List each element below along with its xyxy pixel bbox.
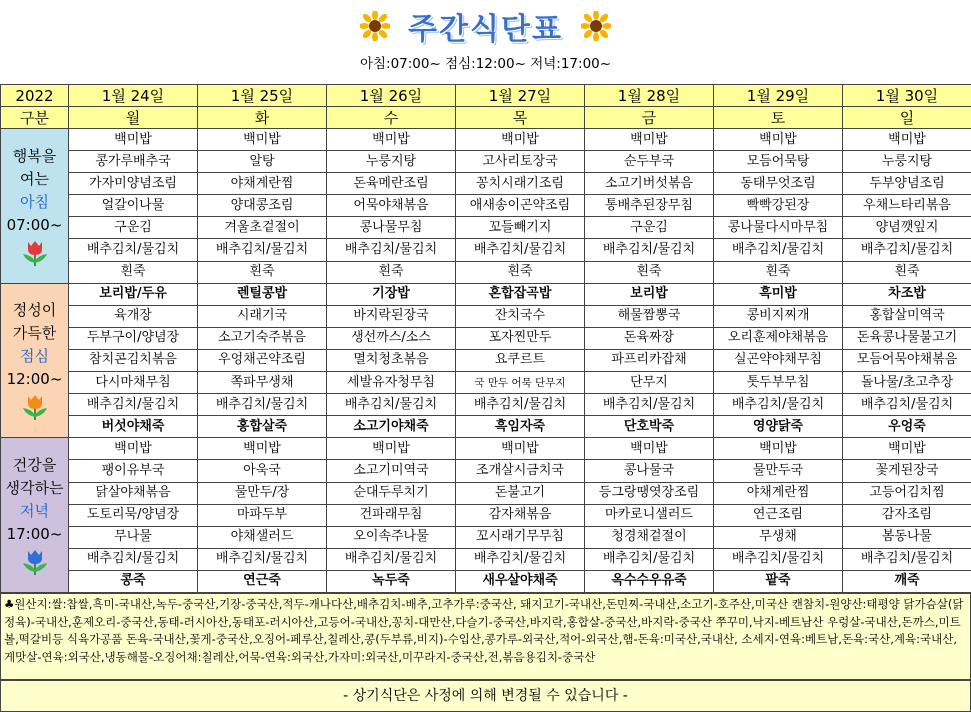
menu-cell: 아욱국 <box>198 460 327 482</box>
menu-cell: 꼬들빼기지 <box>456 217 585 239</box>
footer-note: - 상기식단은 사정에 의해 변경될 수 있습니다 - <box>0 680 971 712</box>
menu-cell: 새우살야채죽 <box>456 570 585 592</box>
menu-row <box>1 349 971 371</box>
menu-cell: 팥죽 <box>714 570 843 592</box>
menu-cell: 흰죽 <box>198 261 327 283</box>
menu-cell: 잔치국수 <box>456 305 585 327</box>
menu-cell: 배추김치/물김치 <box>327 394 456 416</box>
menu-cell: 깨죽 <box>843 570 971 592</box>
menu-cell: 양념깻잎지 <box>843 217 971 239</box>
menu-cell: 얼갈이나물 <box>69 195 198 217</box>
menu-row <box>1 305 971 327</box>
menu-cell: 보리밥/두유 <box>69 283 198 305</box>
menu-cell: 연근조림 <box>714 504 843 526</box>
menu-cell: 배추김치/물김치 <box>456 548 585 570</box>
menu-cell: 마파두부 <box>198 504 327 526</box>
meal-name: 아침 <box>20 192 49 211</box>
menu-cell: 알탕 <box>198 151 327 173</box>
menu-cell: 연근죽 <box>198 570 327 592</box>
menu-cell: 다시마채무침 <box>69 372 198 394</box>
menu-cell: 백미밥 <box>456 438 585 460</box>
menu-cell: 모듬어묵탕 <box>714 151 843 173</box>
day-cell: 화 <box>198 107 327 129</box>
menu-cell: 순두부국 <box>585 151 714 173</box>
meal-times: 아침:07:00~ 점심:12:00~ 저녁:17:00~ <box>359 56 612 72</box>
menu-cell: 통배추된장무침 <box>585 195 714 217</box>
menu-cell: 등그랑땡엿장조림 <box>585 482 714 504</box>
menu-cell: 배추김치/물김치 <box>714 394 843 416</box>
date-cell: 1월 28일 <box>585 85 714 107</box>
menu-cell: 마카로니샐러드 <box>585 504 714 526</box>
menu-cell: 돌나물/초고추장 <box>843 372 971 394</box>
menu-cell: 쪽파무생채 <box>198 372 327 394</box>
menu-cell: 돈육짜장 <box>585 327 714 349</box>
menu-cell: 흰죽 <box>585 261 714 283</box>
menu-row <box>1 151 971 173</box>
menu-cell: 포자찐만두 <box>456 327 585 349</box>
menu-cell: 야채계란찜 <box>714 482 843 504</box>
menu-cell: 도토리묵/양념장 <box>69 504 198 526</box>
menu-cell: 차조밥 <box>843 283 971 305</box>
menu-cell: 콩나물무침 <box>327 217 456 239</box>
menu-cell: 누룽지탕 <box>843 151 971 173</box>
menu-row <box>1 504 971 526</box>
menu-cell: 흑임자죽 <box>456 416 585 438</box>
tulip-icon <box>18 393 52 421</box>
menu-row <box>1 416 971 438</box>
menu-cell: 배추김치/물김치 <box>456 394 585 416</box>
menu-cell: 단무지 <box>585 372 714 394</box>
menu-row <box>1 570 971 592</box>
menu-row <box>1 283 971 305</box>
menu-cell: 백미밥 <box>327 438 456 460</box>
menu-row <box>1 173 971 195</box>
menu-cell: 배추김치/물김치 <box>327 548 456 570</box>
date-cell: 1월 25일 <box>198 85 327 107</box>
meal-label-line: 행복을 <box>12 146 57 165</box>
menu-cell: 우엉죽 <box>843 416 971 438</box>
menu-cell: 우채느타리볶음 <box>843 195 971 217</box>
meal-label-line: 건강을 <box>12 456 57 475</box>
menu-cell: 참치콘김치볶음 <box>69 349 198 371</box>
menu-cell: 톳두부무침 <box>714 372 843 394</box>
menu-cell: 배추김치/물김치 <box>843 548 971 570</box>
origin-note: ♣원산지:쌀:찹쌀,흑미-국내산,녹두-중국산,기장-중국산,적두-캐나다산,배추김치-배추,고추가루:중국산, 돼지고기-국내산,돈민찌-국내산,소고기-호주산,미국산 캔참치-원양산:태평양 닭가슴살(닭정육)-국내산,훈제오리-중국산,동태-러시아산,동태포-러시아산,고등어-국내산,꽁치-대만산,다슬기-중국산,바지락,홍합살-중국산,바지락-중국산 쭈꾸미,낙지-베트남산 우렁살-국내산,돈까스,미트볼,떡갈비등 식육가공품 돈육-국내산,꽃게-중국산,오징어-페루산,칠레산,콩(두부류,비지)-수입산,콩가루-외국산,적어-외국산,햄-돈육:미국산,국내산, 소세지-연육:베트남,돈육:국산,계육:국내산,게맛살-연육:외국산,냉동해물-오징어채:칠레산,어묵-연육:외국산,가자미:외국산,미꾸라지-중국산,전,볶음용김치-중국산 <box>0 593 971 680</box>
menu-row <box>1 327 971 349</box>
menu-cell: 흰죽 <box>456 261 585 283</box>
menu-row <box>1 195 971 217</box>
day-cell: 수 <box>327 107 456 129</box>
menu-cell: 물만두국 <box>714 460 843 482</box>
menu-cell: 흰죽 <box>69 261 198 283</box>
date-cell: 1월 24일 <box>69 85 198 107</box>
menu-cell: 콩나물다시마무침 <box>714 217 843 239</box>
menu-cell: 양대콩조림 <box>198 195 327 217</box>
menu-cell: 세발유자청무침 <box>327 372 456 394</box>
menu-cell: 콩가루배추국 <box>69 151 198 173</box>
meal-label-line: 여는 <box>20 169 49 188</box>
menu-cell: 백미밥 <box>327 129 456 151</box>
menu-cell: 닭살야채볶음 <box>69 482 198 504</box>
menu-cell: 감자채볶음 <box>456 504 585 526</box>
meal-label <box>1 438 69 593</box>
menu-cell: 백미밥 <box>198 438 327 460</box>
menu-cell: 배추김치/물김치 <box>585 239 714 261</box>
menu-cell: 혼합잡곡밥 <box>456 283 585 305</box>
menu-cell: 무나물 <box>69 526 198 548</box>
menu-cell: 야채샐러드 <box>198 526 327 548</box>
menu-cell: 배추김치/물김치 <box>585 394 714 416</box>
menu-cell: 백미밥 <box>714 438 843 460</box>
menu-cell: 두부구이/양념장 <box>69 327 198 349</box>
menu-cell: 순대두루치기 <box>327 482 456 504</box>
menu-cell: 배추김치/물김치 <box>585 548 714 570</box>
menu-cell: 배추김치/물김치 <box>714 548 843 570</box>
menu-cell: 백미밥 <box>456 129 585 151</box>
menu-cell: 배추김치/물김치 <box>456 239 585 261</box>
meal-label-line: 가득한 <box>12 324 57 343</box>
menu-cell: 배추김치/물김치 <box>69 394 198 416</box>
menu-cell: 팽이유부국 <box>69 460 198 482</box>
menu-cell: 구운김 <box>585 217 714 239</box>
menu-cell: 콩나물국 <box>585 460 714 482</box>
date-row <box>1 85 971 107</box>
menu-cell: 소고기미역국 <box>327 460 456 482</box>
menu-cell: 소고기버섯볶음 <box>585 173 714 195</box>
day-cell: 금 <box>585 107 714 129</box>
menu-cell: 감자조림 <box>843 504 971 526</box>
menu-cell: 바지락된장국 <box>327 305 456 327</box>
menu-cell: 배추김치/물김치 <box>714 239 843 261</box>
menu-cell: 야채계란찜 <box>198 173 327 195</box>
menu-row <box>1 217 971 239</box>
menu-cell: 조개살시금치국 <box>456 460 585 482</box>
menu-cell: 돈불고기 <box>456 482 585 504</box>
year-cell: 2022 <box>1 85 69 107</box>
menu-cell: 봄동나물 <box>843 526 971 548</box>
meal-label-line: 정성이 <box>12 301 57 320</box>
menu-cell: 생선까스/소스 <box>327 327 456 349</box>
menu-cell: 오리훈제야채볶음 <box>714 327 843 349</box>
menu-row <box>1 548 971 570</box>
menu-cell: 녹두죽 <box>327 570 456 592</box>
menu-cell: 꽁치시래기조림 <box>456 173 585 195</box>
meal-label <box>1 129 69 284</box>
menu-cell: 빡빡강된장 <box>714 195 843 217</box>
menu-cell: 꽃게된장국 <box>843 460 971 482</box>
menu-cell: 렌틸콩밥 <box>198 283 327 305</box>
meal-time: 07:00~ <box>6 215 63 234</box>
menu-cell: 애새송이곤약조림 <box>456 195 585 217</box>
day-cell: 토 <box>714 107 843 129</box>
page-header <box>0 0 971 82</box>
menu-cell: 백미밥 <box>843 129 971 151</box>
menu-cell: 고등어김치찜 <box>843 482 971 504</box>
menu-cell: 해물짬뽕국 <box>585 305 714 327</box>
menu-cell: 배추김치/물김치 <box>69 239 198 261</box>
menu-cell: 배추김치/물김치 <box>198 394 327 416</box>
menu-cell: 실곤약야채무침 <box>714 349 843 371</box>
menu-cell: 꼬시래기무무침 <box>456 526 585 548</box>
menu-cell: 버섯야채죽 <box>69 416 198 438</box>
tulip-icon <box>18 239 52 267</box>
menu-cell: 우엉채곤약조림 <box>198 349 327 371</box>
menu-cell: 흰죽 <box>714 261 843 283</box>
menu-cell: 요쿠르트 <box>456 349 585 371</box>
meal-time: 12:00~ <box>6 370 63 389</box>
page-title-wrap <box>0 4 971 48</box>
menu-cell: 콩죽 <box>69 570 198 592</box>
menu-cell: 옥수수우유죽 <box>585 570 714 592</box>
gubun-cell: 구분 <box>1 107 69 129</box>
menu-cell: 돈육콩나물불고기 <box>843 327 971 349</box>
menu-cell: 백미밥 <box>843 438 971 460</box>
menu-cell: 배추김치/물김치 <box>843 394 971 416</box>
menu-row <box>1 526 971 548</box>
menu-cell: 모듬어묵야채볶음 <box>843 349 971 371</box>
menu-cell: 가자미양념조림 <box>69 173 198 195</box>
sunflower-icon <box>581 11 611 41</box>
menu-cell: 백미밥 <box>585 129 714 151</box>
menu-cell: 배추김치/물김치 <box>843 239 971 261</box>
menu-row <box>1 129 971 151</box>
menu-cell: 콩비지찌개 <box>714 305 843 327</box>
page-title: 주간식단표 <box>408 12 563 47</box>
menu-row <box>1 261 971 283</box>
menu-cell: 단호박죽 <box>585 416 714 438</box>
menu-cell: 어묵야채볶음 <box>327 195 456 217</box>
menu-cell: 백미밥 <box>198 129 327 151</box>
meal-name: 점심 <box>20 347 49 366</box>
menu-cell: 오이속주나물 <box>327 526 456 548</box>
menu-cell: 소고기야채죽 <box>327 416 456 438</box>
menu-cell: 소고기숙주볶음 <box>198 327 327 349</box>
menu-row <box>1 482 971 504</box>
menu-cell: 겨울초겉절이 <box>198 217 327 239</box>
menu-cell: 영양닭죽 <box>714 416 843 438</box>
day-cell: 월 <box>69 107 198 129</box>
menu-cell: 멸치청초볶음 <box>327 349 456 371</box>
menu-cell: 배추김치/물김치 <box>198 548 327 570</box>
date-cell: 1월 30일 <box>843 85 971 107</box>
menu-cell: 흰죽 <box>843 261 971 283</box>
menu-cell: 국 만두 어묵 단무지 <box>456 372 585 394</box>
menu-cell: 구운김 <box>69 217 198 239</box>
menu-cell: 시래기국 <box>198 305 327 327</box>
menu-cell: 동태무엇조림 <box>714 173 843 195</box>
menu-row <box>1 460 971 482</box>
menu-cell: 보리밥 <box>585 283 714 305</box>
menu-cell: 백미밥 <box>69 438 198 460</box>
menu-row <box>1 372 971 394</box>
meal-label <box>1 283 69 438</box>
sunflower-icon <box>360 11 390 41</box>
menu-cell: 흰죽 <box>327 261 456 283</box>
meal-label-line: 생각하는 <box>5 479 64 498</box>
menu-cell: 배추김치/물김치 <box>69 548 198 570</box>
day-cell: 일 <box>843 107 971 129</box>
menu-table <box>0 84 971 593</box>
menu-row <box>1 394 971 416</box>
menu-cell: 홍합살죽 <box>198 416 327 438</box>
menu-cell: 고사리토장국 <box>456 151 585 173</box>
menu-cell: 백미밥 <box>69 129 198 151</box>
menu-cell: 배추김치/물김치 <box>327 239 456 261</box>
menu-cell: 청경채겉절이 <box>585 526 714 548</box>
meal-time: 17:00~ <box>6 525 63 544</box>
day-cell: 목 <box>456 107 585 129</box>
menu-cell: 돈육메란조림 <box>327 173 456 195</box>
menu-cell: 백미밥 <box>714 129 843 151</box>
menu-cell: 기장밥 <box>327 283 456 305</box>
menu-cell: 무생채 <box>714 526 843 548</box>
day-row <box>1 107 971 129</box>
menu-cell: 두부양념조림 <box>843 173 971 195</box>
date-cell: 1월 29일 <box>714 85 843 107</box>
menu-row <box>1 438 971 460</box>
tulip-icon <box>18 548 52 576</box>
menu-cell: 누룽지탕 <box>327 151 456 173</box>
menu-row <box>1 239 971 261</box>
date-cell: 1월 26일 <box>327 85 456 107</box>
menu-cell: 배추김치/물김치 <box>198 239 327 261</box>
meal-name: 저녁 <box>20 502 49 521</box>
date-cell: 1월 27일 <box>456 85 585 107</box>
menu-cell: 파프리카잡채 <box>585 349 714 371</box>
menu-cell: 흑미밥 <box>714 283 843 305</box>
menu-cell: 건파래무침 <box>327 504 456 526</box>
menu-cell: 물만두/장 <box>198 482 327 504</box>
menu-cell: 백미밥 <box>585 438 714 460</box>
menu-cell: 홍합살미역국 <box>843 305 971 327</box>
menu-cell: 육개장 <box>69 305 198 327</box>
